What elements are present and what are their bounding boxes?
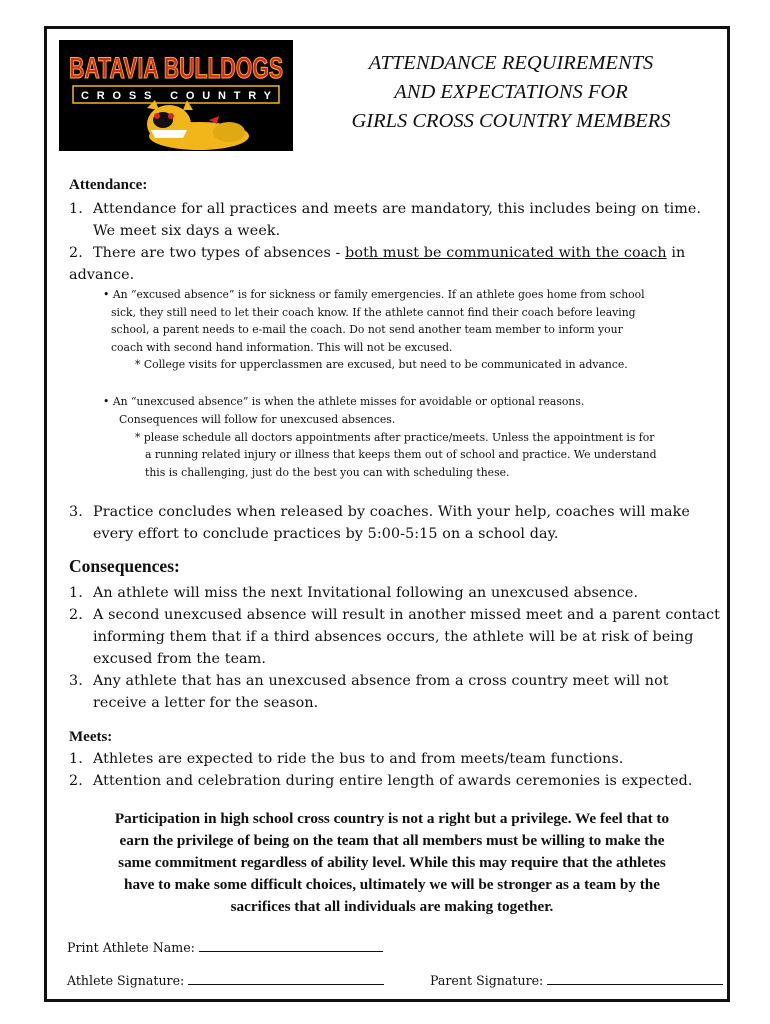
attendance-item-2 <box>69 242 685 264</box>
bullet-icon: • <box>103 395 110 408</box>
parent-signature-field[interactable] <box>430 973 723 988</box>
consequences-item-3-cont: receive a letter for the season. <box>93 695 319 711</box>
print-athlete-name-field[interactable] <box>67 940 383 955</box>
parent-signature-line[interactable] <box>547 983 723 985</box>
meets-heading: Meets: <box>69 729 113 745</box>
bullet-icon: • <box>103 288 110 301</box>
athlete-signature-line[interactable] <box>188 983 384 985</box>
closing-line: same commitment regardless of ability level. While this may require that the athletes <box>118 854 666 871</box>
title-line: AND EXPECTATIONS FOR <box>394 81 628 103</box>
closing-line: earn the privilege of being on the team that all members must be willing to make the <box>119 832 665 849</box>
list-number: 1. <box>69 201 83 217</box>
excused-absence-bullet <box>103 286 645 304</box>
consequences-item-3 <box>69 670 669 692</box>
list-number: 2. <box>69 607 83 623</box>
bullet-text: An “unexcused absence” is when the athlete misses for avoidable or optional reasons. <box>112 395 585 408</box>
attendance-item-3 <box>69 501 690 523</box>
logo-team-text: BATAVIA BULLDOGS <box>69 52 283 85</box>
meets-item-1 <box>69 748 623 770</box>
athlete-signature-label: Athlete Signature: <box>67 973 185 988</box>
list-text: Practice concludes when released by coaches. With your help, coaches will make <box>93 504 690 520</box>
consequences-item-2-cont: excused from the team. <box>93 651 267 667</box>
closing-line: Participation in high school cross country is not a right but a privilege. We feel that to <box>114 810 670 827</box>
closing-line: sacrifices that all individuals are making together. <box>230 898 554 915</box>
bullet-text: coach with second hand information. This will not be excused. <box>111 341 453 354</box>
batavia-bulldogs-logo <box>59 40 293 151</box>
consequences-item-2 <box>69 604 720 626</box>
bullet-text: Consequences will follow for unexcused absences. <box>119 413 396 426</box>
consequences-item-2-cont: informing them that if a third absences occurs, the athlete will be at risk of being <box>93 629 694 645</box>
attendance-item-1 <box>69 198 701 220</box>
document-title <box>299 49 723 136</box>
list-number: 2. <box>69 773 83 789</box>
list-text: An athlete will miss the next Invitational following an unexcused absence. <box>93 585 639 601</box>
list-number: 3. <box>69 673 83 689</box>
logo-subtitle-text: CROSS COUNTRY <box>81 90 271 102</box>
print-athlete-name-label: Print Athlete Name: <box>67 940 195 955</box>
attendance-item-1-cont: We meet six days a week. <box>93 223 281 239</box>
doctor-appointments-note: * please schedule all doctors appointments after practice/meets. Unless the appointment is for <box>135 431 655 444</box>
closing-line: have to make some difficult choices, ultimately we will be stronger as a team by the <box>124 876 660 893</box>
attendance-item-2-cont: advance. <box>69 267 135 283</box>
bullet-text: sick, they still need to let their coach know. If the athlete cannot find their coach before leaving <box>111 306 636 319</box>
list-number: 1. <box>69 585 83 601</box>
unexcused-absence-bullet <box>103 393 584 411</box>
underlined-text: both must be communicated with the coach <box>345 245 667 261</box>
title-line: ATTENDANCE REQUIREMENTS <box>368 52 654 74</box>
consequences-item-1 <box>69 582 638 604</box>
college-visits-note: * College visits for upperclassmen are excused, but need to be communicated in advance. <box>135 358 628 371</box>
list-text: Any athlete that has an unexcused absence from a cross country meet will not <box>93 673 669 689</box>
consequences-heading: Consequences: <box>69 556 180 576</box>
note-text: this is challenging, just do the best you can with scheduling these. <box>145 466 510 479</box>
list-text: Athletes are expected to ride the bus to and from meets/team functions. <box>93 751 624 767</box>
title-line: GIRLS CROSS COUNTRY MEMBERS <box>351 110 671 132</box>
note-text: a running related injury or illness that keeps them out of school and practice. We understand <box>145 448 657 461</box>
list-text: Attendance for all practices and meets are mandatory, this includes being on time. <box>93 201 702 217</box>
list-text: Attention and celebration during entire length of awards ceremonies is expected. <box>93 773 693 789</box>
parent-signature-label: Parent Signature: <box>430 973 544 988</box>
list-text: There are two types of absences - <box>93 245 346 261</box>
bullet-text: school, a parent needs to e-mail the coach. Do not send another team member to inform your <box>111 323 623 336</box>
meets-item-2 <box>69 770 693 792</box>
attendance-item-3-cont: every effort to conclude practices by 5:00-5:15 on a school day. <box>93 526 559 542</box>
list-number: 2. <box>69 245 83 261</box>
list-number: 1. <box>69 751 83 767</box>
bullet-text: An “excused absence” is for sickness or family emergencies. If an athlete goes home from school <box>112 288 645 301</box>
print-athlete-name-line[interactable] <box>199 950 383 952</box>
document-page <box>44 26 730 1002</box>
list-text: A second unexcused absence will result in another missed meet and a parent contact <box>93 607 720 623</box>
closing-statement <box>69 808 715 918</box>
list-number: 3. <box>69 504 83 520</box>
list-text: in <box>666 245 686 261</box>
athlete-signature-field[interactable] <box>67 973 384 988</box>
attendance-heading: Attendance: <box>69 177 148 193</box>
logo-graphic <box>59 40 293 151</box>
